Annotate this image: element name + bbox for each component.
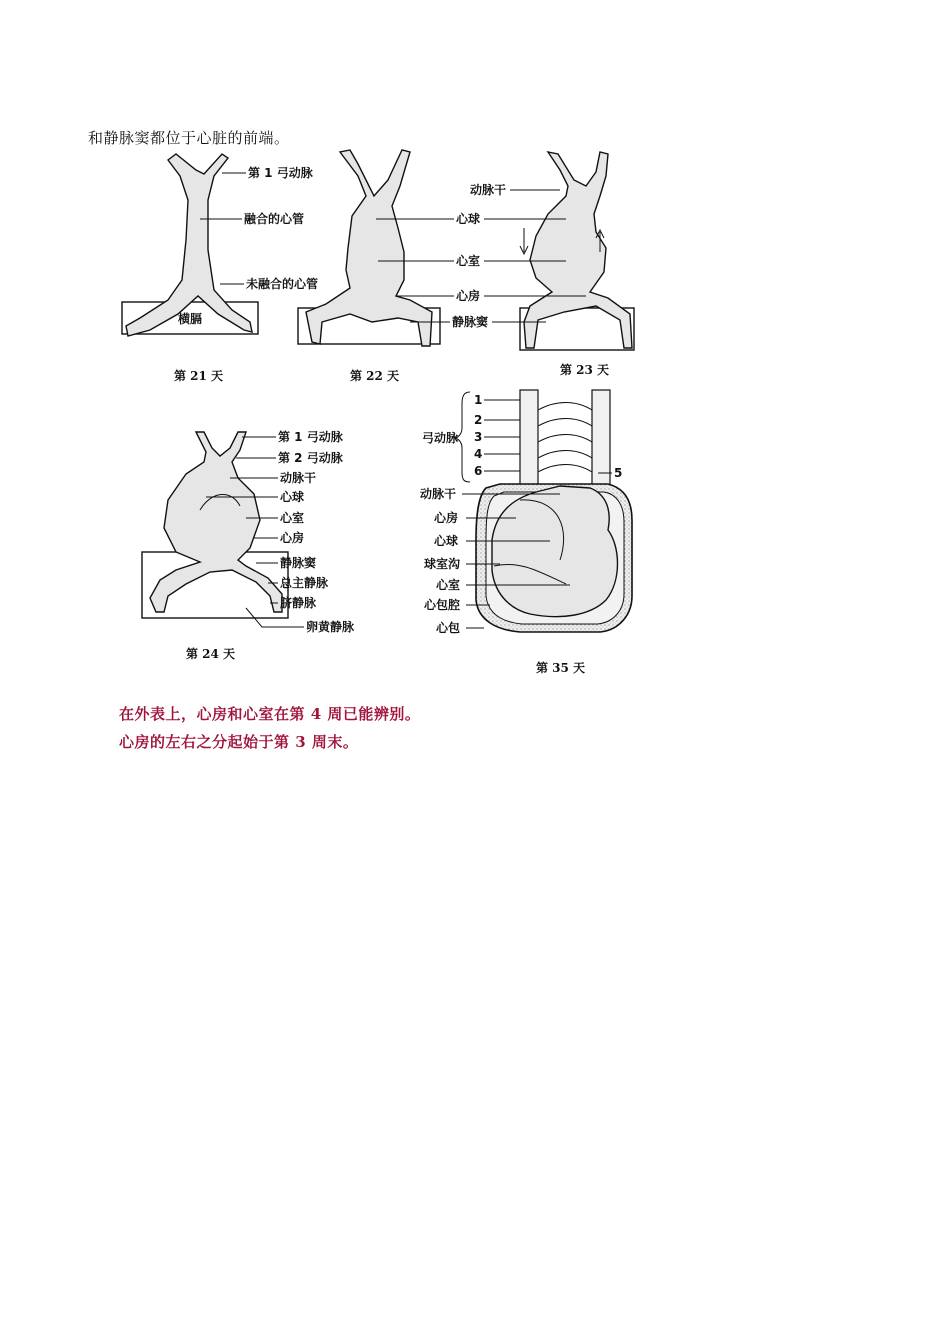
label-truncus-arteriosus-24: 动脉干 [280,471,317,485]
label-umbilical-vein: 脐静脉 [280,596,317,610]
caption-day-21: 第 21 天 [174,369,224,383]
caption-day-22: 第 22 天 [350,369,400,383]
label-truncus-arteriosus-23: 动脉干 [470,183,507,197]
label-first-arch-artery-24: 第 1 弓动脉 [278,430,343,444]
intro-text: 和静脉窦都位于心脏的前端。 [88,129,290,147]
label-ventricle-22: 心室 [456,254,481,268]
label-vitelline-vein: 卵黄静脉 [306,620,355,634]
label-ventricle-24: 心室 [280,511,305,525]
label-sinus-venosus-22: 静脉窦 [452,315,489,329]
caption-day-35: 第 35 天 [536,661,586,675]
panel-day-35 [420,390,632,675]
label-truncus-arteriosus-35: 动脉干 [420,487,457,501]
label-fused-heart-tube: 融合的心管 [244,212,305,226]
note-atria-ventricles-distinguishable: 在外表上，心房和心室在第 4 周已能辨别。 [119,705,421,723]
label-unfused-heart-tube: 未融合的心管 [246,277,319,291]
label-bulbus-cordis-22: 心球 [456,212,481,226]
label-septum-transversum: 横膈 [178,312,203,326]
caption-day-24: 第 24 天 [186,647,236,661]
arch-number-1: 1 [474,393,483,407]
label-ventricle-35: 心室 [436,578,461,592]
label-first-arch-artery-21: 第 1 弓动脉 [248,166,313,180]
note-atrial-septation-begins: 心房的左右之分起始于第 3 周末。 [119,733,359,751]
label-pericardial-cavity: 心包腔 [424,598,461,612]
label-aortic-arches: 弓动脉 [422,431,459,445]
label-common-cardinal-vein: 总主静脉 [280,576,329,590]
label-bulbus-cordis-35: 心球 [434,534,459,548]
label-atrium-22: 心房 [456,289,481,303]
caption-day-23: 第 23 天 [560,363,610,377]
label-atrium-35: 心房 [434,511,459,525]
label-bulboventricular-sulcus: 球室沟 [424,557,461,571]
label-atrium-24: 心房 [280,531,305,545]
label-bulbus-cordis-24: 心球 [280,490,305,504]
arch-number-6: 6 [474,464,483,478]
panel-day-24 [142,429,355,661]
panel-day-21 [122,154,318,383]
label-sinus-venosus-24: 静脉窦 [280,556,317,570]
panel-day-22 [298,150,488,383]
arch-number-2: 2 [474,413,483,427]
arch-number-4: 4 [474,447,483,461]
label-second-arch-artery-24: 第 2 弓动脉 [278,451,343,465]
label-pericardium: 心包 [436,621,461,635]
arch-number-3: 3 [474,430,483,444]
panel-day-23 [470,152,634,377]
arch-number-5: 5 [614,466,623,480]
